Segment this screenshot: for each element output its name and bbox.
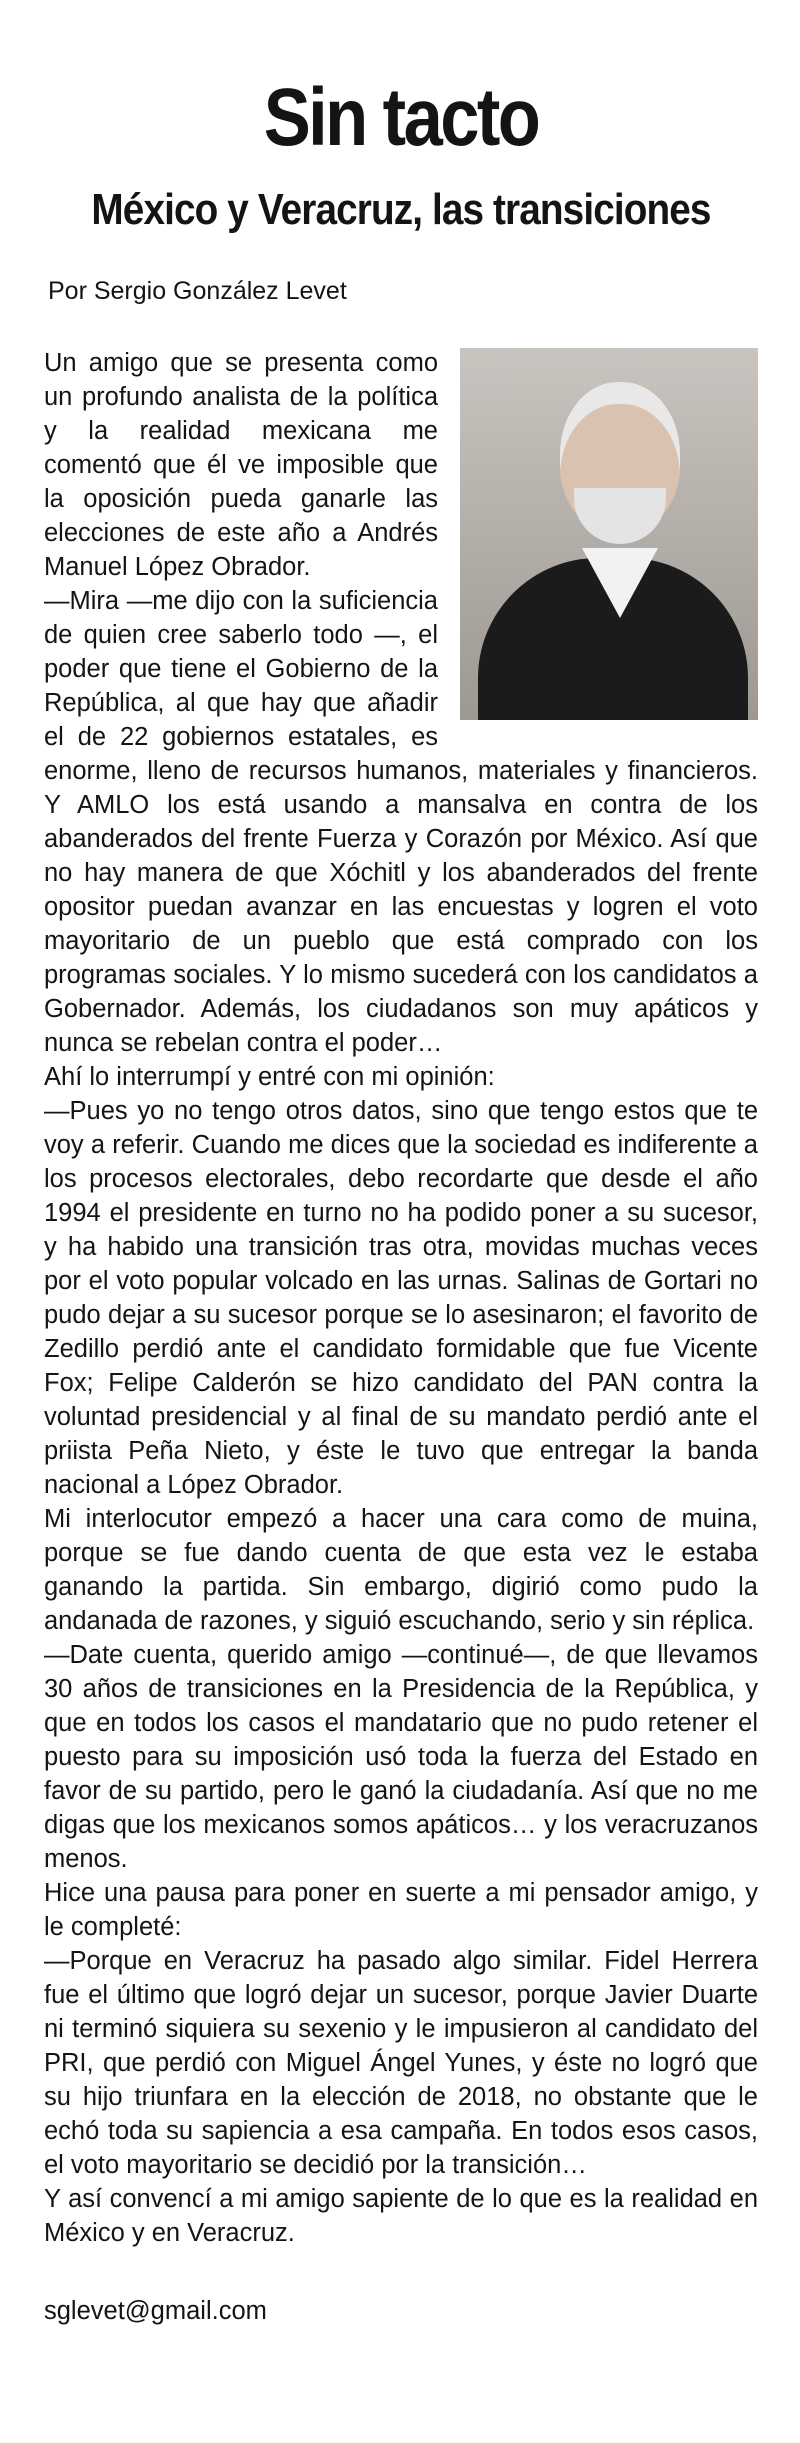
author-portrait-icon [460, 348, 758, 720]
paragraph: Ahí lo interrumpí y entré con mi opinión: [44, 1063, 495, 1091]
author-email: sglevet@gmail.com [44, 2297, 267, 2325]
paragraph: Y así convencí a mi amigo sapiente de lo que es la realidad en México y en Veracruz. [44, 2185, 758, 2247]
byline: Por Sergio González Levet [48, 277, 347, 305]
paragraph: —Mira —me dijo con la suficiencia de quien cree saberlo todo —, el poder que tiene el Gobierno de la República, al que hay que añadir el de 22 gobiernos estatales, es enorme, lleno de recursos humanos, materiales y financieros. Y AMLO los está usando a mansalva en contra de los abanderados del frente Fuerza y Corazón por México. Así que no hay manera de que Xóchitl y los abanderados del frente opositor puedan avanzar en las encuestas y logren el voto mayoritario de un pueblo que está comprado con los programas sociales. Y lo mismo sucederá con los candidatos a Gobernador. Además, los ciudadanos son muy apáticos y nunca se rebelan contra el poder… [44, 587, 758, 1057]
paragraph: —Date cuenta, querido amigo —continué—, de que llevamos 30 años de transiciones en la Presidencia de la República, y que en todos los casos el mandatario que no pudo retener el puesto para su imposición usó toda la fuerza del Estado en favor de su partido, pero le ganó la ciudadanía. Así que no me digas que los mexicanos somos apáticos… y los veracruzanos menos. [44, 1641, 758, 1873]
column-title: Sin tacto [263, 72, 539, 163]
paragraph: Un amigo que se presenta como un profundo analista de la política y la realidad mexicana me comentó que él ve imposible que la oposición pueda ganarle las elecciones de este año a Andrés Manuel López Obrador. [44, 349, 438, 581]
headline: México y Veracruz, las transiciones [91, 185, 711, 234]
paragraph: Hice una pausa para poner en suerte a mi pensador amigo, y le completé: [44, 1879, 758, 1941]
paragraph: Mi interlocutor empezó a hacer una cara como de muina, porque se fue dando cuenta de que esta vez le estaba ganando la partida. Sin embargo, digirió como pudo la andanada de razones, y siguió escuchando, serio y sin réplica. [44, 1505, 758, 1635]
paragraph: —Pues yo no tengo otros datos, sino que tengo estos que te voy a referir. Cuando me dices que la sociedad es indiferente a los procesos electorales, debo recordarte que desde el año 1994 el presidente en turno no ha podido poner a su sucesor, y ha habido una transición tras otra, movidas muchas veces por el voto popular volcado en las urnas. Salinas de Gortari no pudo dejar a su sucesor porque se lo asesinaron; el favorito de Zedillo perdió ante el candidato formidable que fue Vicente Fox; Felipe Calderón se hizo candidato del PAN contra la voluntad presidencial y al final de su mandato perdió ante el priista Peña Nieto, y éste le tuvo que entregar la banda nacional a López Obrador. [44, 1097, 758, 1499]
article-body [44, 346, 758, 2250]
paragraph: —Porque en Veracruz ha pasado algo similar. Fidel Herrera fue el último que logró dejar un sucesor, porque Javier Duarte ni terminó siquiera su sexenio y le impusieron al candidato del PRI, que perdió con Miguel Ángel Yunes, y éste no logró que su hijo triunfara en la elección de 2018, no obstante que le echó toda su sapiencia a esa campaña. En todos esos casos, el voto mayoritario se decidió por la transición… [44, 1947, 758, 2179]
